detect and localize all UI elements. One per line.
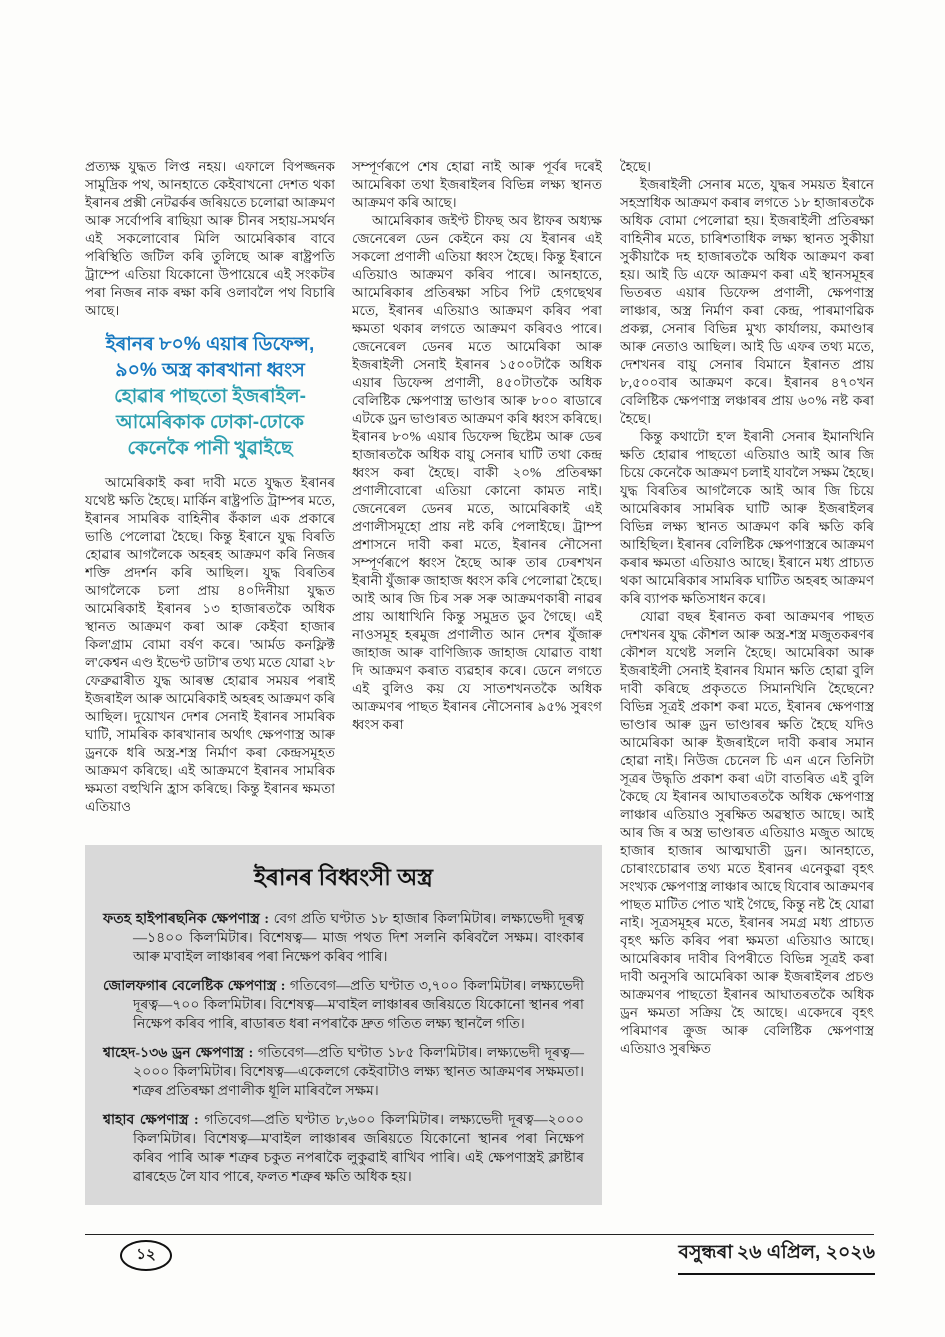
weapon-item <box>103 1044 584 1101</box>
weapon-description: গতিবেগ—প্ৰতি ঘণ্টাত ১৮৫ কিল'মিটাৰ। লক্ষ্যভেদী দূৰত্ব—২০০০ কিল'মিটাৰ। বিশেষত্ব—একেলগে কেইবাটাও লক্ষ্য স্থানত আক্ৰমণৰ সক্ষমতা। শত্ৰুৰ প্ৰতিৰক্ষা প্ৰণালীক ধূলি মাৰিবলৈ সক্ষম। <box>133 1046 584 1099</box>
weapons-info-box <box>85 845 602 1205</box>
body-paragraph: আমেৰিকাৰ জইণ্ট চীফছ অব ষ্টাফৰ অধ্যক্ষ জেনেৰেল ডেন কেইনে কয় যে ইৰানৰ এই সকলো প্ৰণালী এতিয়া ধ্বংস হৈছে। কিন্তু ইৰানে এতিয়াও আক্ৰমণ কৰিব পাৰে। আনহাতে, আমেৰিকাৰ প্ৰতিৰক্ষা সচিব পিট হেগছেথৰ মতে, ইৰানৰ এতিয়াও আক্ৰমণ কৰিব পৰা ক্ষমতা থকাৰ লগতে আক্ৰমণ কৰিবও পাৰে। জেনেৰেল ডেনৰ মতে আমেৰিকা আৰু ইজৰাইলী সেনাই ইৰানৰ ১৫০০টাকৈ অধিক এয়াৰ ডিফেন্স প্ৰণালী, ৪৫০টাতকৈ অধিক বেলিষ্টিক ক্ষেপণাস্ত্ৰ ভাণ্ডাৰ আৰু ৮০০ ৰাডাৰে এটকে ড্ৰন ভাণ্ডাৰত আক্ৰমণ কৰি ধ্বংস কৰিছে। ইৰানৰ ৮০% এয়াৰ ডিফেন্স ছিষ্টেম আৰু ডেৰ হাজাৰতকৈ অধিক বায়ু সেনাৰ ঘাটি তথা কেন্দ্ৰ ধ্বংস কৰা হৈছে। বাকী ২০% প্ৰতিৰক্ষা প্ৰণালীবোৰো এতিয়া কোনো কামত নাই। জেনেৰেল ডেনৰ মতে, আমেৰিকাই এই প্ৰণালীসমূহো প্ৰায় নষ্ট কৰি পেলাইছে। ট্ৰাম্প প্ৰশাসনে দাবী কৰা মতে, ইৰানৰ নৌসেনা সম্পূৰ্ণৰূপে ধ্বংস হৈছে আৰু তাৰ ঢেৰশখন ইৰানী যুঁজাৰু জাহাজ ধ্বংস কৰি পেলোৱা হৈছে। আই আৰ জি চিৰ সৰু সৰু আক্ৰমণকাৰী নাৱৰ প্ৰায় আধাখিনি কিন্তু সমুদ্ৰত ডুব গৈছে। এই নাওসমূহ হৰমুজ প্ৰণালীত আন দেশৰ যুঁজাৰু জাহাজ আৰু বাণিজ্যিক জাহাজ যোৱাত বাধা দি আক্ৰমণ কৰাত ব্যৱহাৰ কৰে। ডেনে লগতে এই বুলিও কয় যে সাতশখনতকৈ অধিক আক্ৰমণৰ পাছত ইৰানৰ নৌসেনাৰ ৯৫% সুৰংগ ধ্বংস কৰা <box>352 213 602 732</box>
article-headline <box>87 332 333 462</box>
weapon-item <box>103 1111 584 1187</box>
weapon-description: বেগ প্ৰতি ঘণ্টাত ১৮ হাজাৰ কিল'মিটাৰ। লক্ষ্যভেদী দূৰত্ব—১৪০০ কিল'মিটাৰ। বিশেষত্ব— মাজ পথত দিশ সলনি কৰিবলৈ সক্ষম। বাংকাৰ আৰু ম'বাইল লাঞ্চাৰৰ পৰা নিক্ষেপ কৰিব পাৰি। <box>133 912 585 965</box>
weapon-description: গতিবেগ—প্ৰতি ঘণ্টাত ৮,৬০০ কিল'মিটাৰ। লক্ষ্যভেদী দূৰত্ব—২০০০ কিল'মিটাৰ। বিশেষত্ব—ম'বাইল লাঞ্চাৰৰ জৰিয়তে যিকোনো স্থানৰ পৰা নিক্ষেপ কৰিব পাৰি আৰু শত্ৰুৰ চকুত নপৰাকৈ লুকুৱাই ৰাখিব পাৰি। এই ক্ষেপণাস্ত্ৰই ক্লাষ্টাৰ ৱাৰহেড লৈ যাব পাৰে, ফলত শত্ৰুৰ ক্ষতি অধিক হয়। <box>133 1113 584 1185</box>
issue-date: ২৬ এপ্ৰিল, ২০২৬ <box>736 1242 875 1263</box>
body-paragraph: সম্পূৰ্ণৰূপে শেষ হোৱা নাই আৰু পূৰ্বৰ দৰেই আমেৰিকা তথা ইজৰাইলৰ বিভিন্ন লক্ষ্য স্থানত আক্ৰমণ কৰি আছে। <box>352 159 602 210</box>
headline-line: ৯০% অস্ত্ৰ কাৰখানা ধ্বংস <box>115 360 305 381</box>
weapon-name: ফতহ হাইপাৰছনিক ক্ষেপণাস্ত্ৰ : <box>103 912 274 927</box>
weapon-item <box>103 977 584 1034</box>
body-paragraph: কিন্তু কথাটো হ'ল ইৰানী সেনাৰ ইমানখিনি ক্ষতি হোৱাৰ পাছতো এতিয়াও আই আৰ জি চিয়ে কেনেকৈ আক্ৰমণ চলাই যাবলৈ সক্ষম হৈছে। যুদ্ধ বিৰতিৰ আগলৈকে আই আৰ জি চিয়ে আমেৰিকাৰ সামৰিক ঘাটি আৰু ইজৰাইলৰ বিভিন্ন লক্ষ্য স্থানত আক্ৰমণ কৰি ক্ষতি কৰি আহিছিল। ইৰানৰ বেলিষ্টিক ক্ষেপণাস্ত্ৰৰে আক্ৰমণ কৰাৰ ক্ষমতা এতিয়াও আছে। ইৰানে মধ্য প্ৰাচ্যত থকা আমেৰিকাৰ সামৰিক ঘাটিত অহৰহ আক্ৰমণ কৰি ব্যাপক ক্ষতিসাধন কৰে। <box>620 429 874 606</box>
weapon-item <box>103 910 584 967</box>
footer-divider <box>85 1234 874 1235</box>
weapon-name: জোলফগাৰ বেলেষ্টিক ক্ষেপণাস্ত্ৰ : <box>103 979 290 994</box>
body-paragraph: হৈছে। <box>620 159 651 174</box>
body-paragraph: আমেৰিকাই কৰা দাবী মতে যুদ্ধত ইৰানৰ যথেষ্ট ক্ষতি হৈছে। মাৰ্কিন ৰাষ্ট্ৰপতি ট্ৰাম্পৰ মতে, ইৰানৰ সামৰিক বাহিনীৰ কঁকাল এক প্ৰকাৰে ভাঙি পেলোৱা হৈছে। কিন্তু ইৰানে যুদ্ধ বিৰতি হোৱাৰ আগলৈকে অহৰহ আক্ৰমণ কৰি নিজৰ শক্তি প্ৰদৰ্শন কৰি আছিল। যুদ্ধ বিৰতিৰ আগলৈকে চলা প্ৰায় ৪০দিনীয়া যুদ্ধত আমেৰিকাই ইৰানৰ ১৩ হাজাৰতকৈ অধিক স্থানত আক্ৰমণ কৰা আৰু কেইবা হাজাৰ কিল'গ্ৰাম বোমা বৰ্ষণ কৰে। 'আৰ্মড কনফ্লিক্ট ল'কেশ্বন এণ্ড ইভেণ্ট ডাটা'ৰ তথ্য মতে যোৱা ২৮ ফেব্ৰুৱাৰীত যুদ্ধ আৰম্ভ হোৱাৰ সময়ৰ পৰাই ইজৰাইল আৰু আমেৰিকাই অহৰহ আক্ৰমণ কৰি আছিল। দুয়োখন দেশৰ সেনাই ইৰানৰ সামৰিক ঘাটি, সামৰিক কাৰখানাৰ অৰ্থাৎ ক্ষেপণাস্ত্ৰ আৰু ড্ৰনকে ধৰি অস্ত্ৰ-শস্ত্ৰ নিৰ্মাণ কৰা কেন্দ্ৰসমূহত আক্ৰমণ কৰিছে। এই আক্ৰমণে ইৰানৰ সামৰিক ক্ষমতা বহুখিনি হ্ৰাস কৰিছে। কিন্তু ইৰানৰ ক্ষমতা এতিয়াও <box>85 475 335 814</box>
body-paragraph: যোৱা বছৰ ইৰানত কৰা আক্ৰমণৰ পাছত দেশখনৰ যুদ্ধ কৌশল আৰু অস্ত্ৰ-শস্ত্ৰ মজুতকৰণৰ কৌশল যথেষ্ট সলনি হৈছে। আমেৰিকা আৰু ইজৰাইলী সেনাই ইৰানৰ যিমান ক্ষতি হোৱা বুলি দাবী কৰিছে প্ৰকৃততে সিমানখিনি হৈছেনে? বিভিন্ন সূত্ৰই প্ৰকাশ কৰা মতে, ইৰানৰ ক্ষেপণাস্ত্ৰ ভাণ্ডাৰ আৰু ড্ৰন ভাণ্ডাৰৰ ক্ষতি হৈছে যদিও আমেৰিকা আৰু ইজৰাইলে দাবী কৰাৰ সমান হোৱা নাই। নিউজ চেনেল চি এন এনে তিনিটা সূত্ৰৰ উদ্ধৃতি প্ৰকাশ কৰা এটা বাতৰিত এই বুলি কৈছে যে ইৰানৰ আঘাতৰতকৈ অধিক ক্ষেপণাস্ত্ৰ লাঞ্চাৰ এতিয়াও সুৰক্ষিত অৱস্থাত আছে। আই আৰ জি ৰ অস্ত্ৰ ভাণ্ডাৰত এতিয়াও মজুত আছে হাজাৰ হাজাৰ আত্মঘাতী ড্ৰন। আনহাতে, চোৰাংচোৱাৰ তথ্য মতে ইৰানৰ এনেকুৱা বৃহৎ সংখ্যক ক্ষেপণাস্ত্ৰ লাঞ্চাৰ আছে যিবোৰ আক্ৰমণৰ পাছত মাটিত পোত খাই গৈছে, কিন্তু নষ্ট হৈ যোৱা নাই। সূত্ৰসমূহৰ মতে, ইৰানৰ সমগ্ৰ মধ্য প্ৰাচ্যত বৃহৎ ক্ষতি কৰিব পৰা ক্ষমতা এতিয়াও আছে। আমেৰিকাৰ দাবীৰ বিপৰীতে বিভিন্ন সূত্ৰই কৰা দাবী অনুসৰি আমেৰিকা আৰু ইজৰাইলৰ প্ৰচণ্ড আক্ৰমণৰ পাছতো ইৰানৰ আঘাতৰতকৈ অধিক ড্ৰন ক্ষমতা সক্ৰিয় হৈ আছে। একেদৰে বৃহৎ পৰিমাণৰ ক্ৰুজ আৰু বেলিষ্টিক ক্ষেপণাস্ত্ৰ এতিয়াও সুৰক্ষিত <box>620 609 874 1056</box>
headline-line: কেনেকৈ পানী খুৱাইছে <box>127 438 293 459</box>
column-1 <box>85 158 335 840</box>
headline-line: হোৱাৰ পাছতো ইজৰাইল- <box>114 386 306 407</box>
body-paragraph: প্ৰত্যক্ষ যুদ্ধত লিপ্ত নহয়। এফালে বিপজ্জনক সামুদ্ৰিক পথ, আনহাতে কেইবাখনো দেশত থকা ইৰানৰ প্ৰক্সী নেটৱৰ্কৰ জৰিয়তে চলোৱা আক্ৰমণ আৰু সৰ্বোপৰি ৰাছিয়া আৰু চীনৰ সহায়-সমৰ্থন এই সকলোবোৰ মিলি আমেৰিকাৰ বাবে পৰিস্থিতি জটিল কৰি তুলিছে আৰু ৰাষ্ট্ৰপতি ট্ৰাম্পে এতিয়া যিকোনো উপায়েৰে এই সংকটৰ পৰা নিজৰ নাক ৰক্ষা কৰি ওলাবলৈ পথ বিচাৰি আছে। <box>85 159 335 318</box>
weapon-name: শ্বাহেদ-১৩৬ ড্ৰন ক্ষেপণাস্ত্ৰ : <box>103 1046 258 1061</box>
publication-name: বসুন্ধৰা <box>678 1242 733 1263</box>
body-paragraph: ইজৰাইলী সেনাৰ মতে, যুদ্ধৰ সময়ত ইৰানে সহস্ৰাধিক আক্ৰমণ কৰাৰ লগতে ১৮ হাজাৰতকৈ অধিক বোমা পেলোৱা হয়। ইজৰাইলী প্ৰতিৰক্ষা বাহিনীৰ মতে, চাৰিশতাধিক লক্ষ্য স্থানত সুকীয়া সুকীয়াকৈ দহ হাজাৰতকৈ অধিক আক্ৰমণ কৰা হয়। আই ডি এফে আক্ৰমণ কৰা এই স্থানসমূহৰ ভিতৰত এয়াৰ ডিফেন্স প্ৰণালী, ক্ষেপণাস্ত্ৰ লাঞ্চাৰ, অস্ত্ৰ নিৰ্মাণ কৰা কেন্দ্ৰ, পাৰমাণৱিক প্ৰকল্প, সেনাৰ বিভিন্ন মুখ্য কাৰ্যালয়, কমাণ্ডাৰ আৰু নেতাও আছিল। আই ডি এফৰ তথ্য মতে, দেশখনৰ বায়ু সেনাৰ বিমানে ইৰানত প্ৰায় ৮,৫০০বাৰ আক্ৰমণ কৰে। ইৰানৰ ৪৭০খন বেলিষ্টিক ক্ষেপণাস্ত্ৰ লঞ্চাৰৰ প্ৰায় ৬০% নষ্ট কৰা হৈছে। <box>620 177 874 426</box>
weapon-description: গতিবেগ—প্ৰতি ঘণ্টাত ৩,৭০০ কিল'মিটাৰ। লক্ষ্যভেদী দূৰত্ব—৭০০ কিল'মিটাৰ। বিশেষত্ব—ম'বাইল লাঞ্চাৰৰ জৰিয়তে যিকোনো স্থানৰ পৰা নিক্ষেপ কৰিব পাৰি, ৰাডাৰত ধৰা নপৰাকৈ দ্ৰুত গতিত লক্ষ্য স্থানলৈ গতি। <box>133 979 584 1032</box>
weapon-name: শ্বাহাব ক্ষেপণাস্ত্ৰ : <box>103 1113 205 1128</box>
headline-line: ইৰানৰ ৮০% এয়াৰ ডিফেন্স, <box>105 334 315 355</box>
page-number: ১২ <box>136 1247 156 1263</box>
column-2 <box>352 158 602 840</box>
column-3 <box>620 158 874 1244</box>
page-number-badge <box>120 1240 172 1271</box>
weapons-box-title: ইৰানৰ বিধ্বংসী অস্ত্ৰ <box>253 864 433 890</box>
headline-line: আমেৰিকাক ঢোকা-ঢোকে <box>116 412 304 433</box>
footer-masthead <box>678 1238 875 1275</box>
